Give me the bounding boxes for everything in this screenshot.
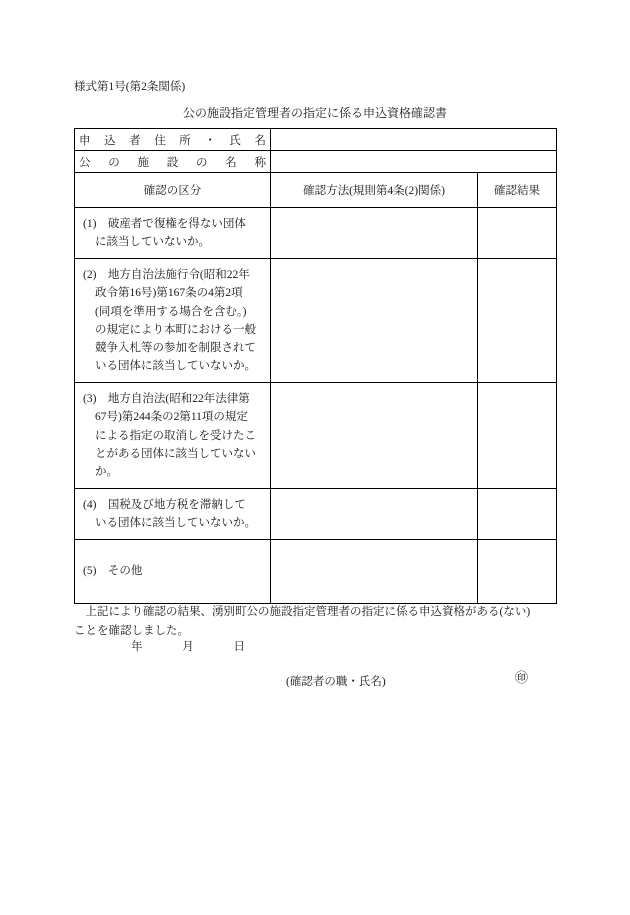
criterion-1-method-input[interactable] bbox=[271, 208, 478, 259]
applicant-address-input[interactable] bbox=[271, 129, 557, 151]
date-year-label: 年 bbox=[131, 641, 143, 653]
date-line bbox=[131, 638, 245, 654]
table-header-row bbox=[75, 173, 557, 208]
criterion-line: (1) 破産者で復権を得ない団体 bbox=[83, 218, 246, 230]
column-header-method: 確認方法(規則第4条(2)関係) bbox=[271, 173, 478, 208]
applicant-address-label-cell bbox=[75, 129, 271, 151]
criterion-line: による指定の取消しを受けたこ bbox=[95, 429, 256, 442]
criterion-1-result-input[interactable] bbox=[478, 208, 557, 259]
criterion-line: の規定により本町における一般 bbox=[95, 323, 256, 336]
table-row-facility-name bbox=[75, 151, 557, 173]
criterion-2-method-input[interactable] bbox=[271, 259, 478, 383]
criterion-5-text bbox=[75, 540, 271, 603]
applicant-address-label: 申込者住所・氏名 bbox=[79, 134, 266, 147]
criterion-line: 67号)第244条の2第11項の規定 bbox=[95, 411, 248, 424]
conclusion-statement bbox=[74, 603, 560, 640]
table-row bbox=[75, 540, 557, 603]
criterion-3-result-input[interactable] bbox=[478, 383, 557, 489]
criterion-3-method-input[interactable] bbox=[271, 383, 478, 489]
table-row bbox=[75, 383, 557, 489]
form-number: 様式第1号(第2条関係) bbox=[74, 81, 186, 93]
criterion-line: (同項を準用する場合を含む。) bbox=[95, 305, 247, 318]
table-row bbox=[75, 208, 557, 259]
seal-icon: ㊞ bbox=[514, 671, 528, 686]
criterion-3-text bbox=[75, 383, 271, 489]
criterion-4-method-input[interactable] bbox=[271, 489, 478, 540]
date-month-label: 月 bbox=[182, 641, 194, 653]
criterion-4-result-input[interactable] bbox=[478, 489, 557, 540]
criterion-line: 政令第16号)第167条の4第2項 bbox=[95, 287, 243, 300]
criterion-line: とがある団体に該当していない bbox=[95, 447, 256, 460]
confirmer-title-name-label: (確認者の職・氏名) bbox=[286, 676, 386, 688]
facility-name-label-cell bbox=[75, 151, 271, 173]
facility-name-label: 公の施設の名称 bbox=[79, 156, 266, 169]
date-day-label: 日 bbox=[233, 641, 245, 653]
table-row-applicant-address bbox=[75, 129, 557, 151]
criterion-line: に該当していないか。 bbox=[95, 236, 210, 249]
criterion-line: (5) その他 bbox=[83, 565, 143, 578]
table-row bbox=[75, 259, 557, 383]
criterion-4-text bbox=[75, 489, 271, 540]
column-header-result: 確認結果 bbox=[478, 173, 557, 208]
criterion-line: 競争入札等の参加を制限されて bbox=[95, 341, 256, 354]
criterion-line: か。 bbox=[95, 465, 118, 478]
qualification-check-table bbox=[74, 128, 557, 604]
criterion-line: (3) 地方自治法(昭和22年法律第 bbox=[83, 393, 250, 406]
facility-name-input[interactable] bbox=[271, 151, 557, 173]
criterion-5-method-input[interactable] bbox=[271, 540, 478, 603]
criterion-line: (4) 国税及び地方税を滞納して bbox=[83, 499, 246, 512]
criterion-1-text bbox=[75, 208, 271, 259]
criterion-2-result-input[interactable] bbox=[478, 259, 557, 383]
criterion-line: (2) 地方自治法施行令(昭和22年 bbox=[83, 269, 250, 282]
criterion-5-result-input[interactable] bbox=[478, 540, 557, 603]
conclusion-line-2: ことを確認しました。 bbox=[74, 624, 189, 637]
column-header-category: 確認の区分 bbox=[75, 173, 271, 208]
page-title: 公の施設指定管理者の指定に係る申込資格確認書 bbox=[182, 106, 447, 120]
conclusion-line-1: 上記により確認の結果、湧別町公の施設指定管理者の指定に係る申込資格がある(ない) bbox=[74, 606, 531, 618]
criterion-line: いる団体に該当していないか。 bbox=[95, 517, 256, 530]
criterion-2-text bbox=[75, 259, 271, 383]
table-row bbox=[75, 489, 557, 540]
criterion-line: いる団体に該当していないか。 bbox=[95, 360, 256, 373]
signature-line bbox=[286, 673, 556, 689]
